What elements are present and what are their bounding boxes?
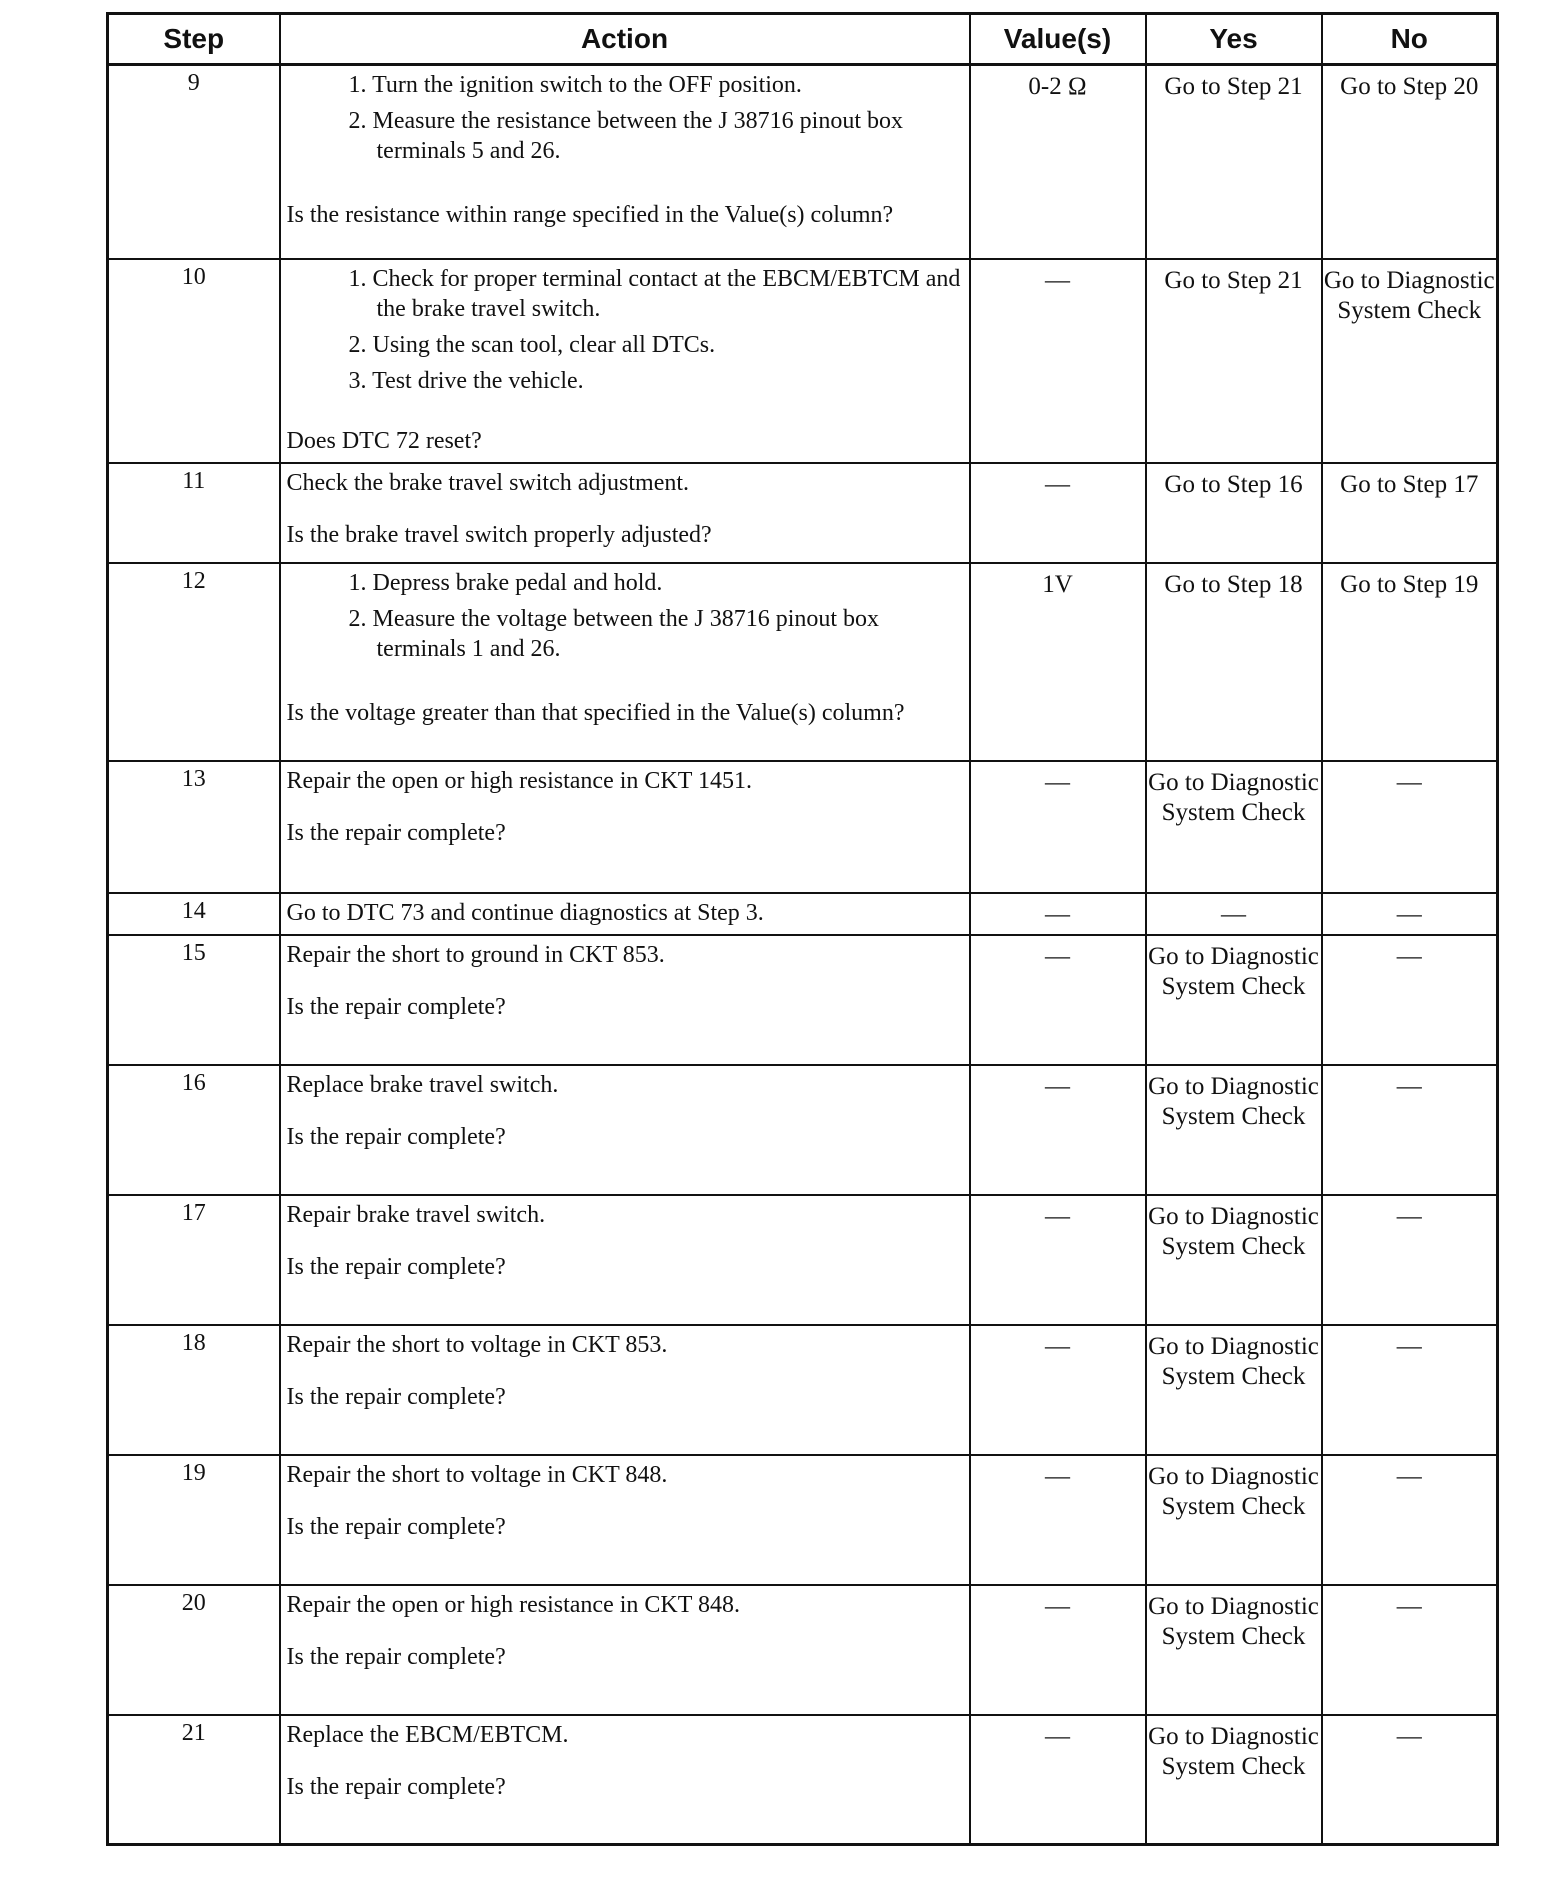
- no-cell: —: [1322, 1325, 1498, 1455]
- step-number: 18: [108, 1325, 280, 1455]
- no-cell: Go to Diagnostic System Check: [1322, 259, 1498, 463]
- action-cell: [280, 65, 970, 259]
- action-substeps: [287, 70, 961, 166]
- action-question: Is the repair complete?: [286, 1253, 506, 1280]
- action-instruction: Go to DTC 73 and continue diagnostics at Step 3.: [286, 899, 764, 926]
- value-cell: 1V: [970, 563, 1146, 761]
- yes-cell: Go to Diagnostic System Check: [1146, 935, 1322, 1065]
- step-number: 20: [108, 1585, 280, 1715]
- value-cell: —: [970, 761, 1146, 893]
- table-header-row: [108, 14, 1498, 65]
- yes-cell: Go to Step 18: [1146, 563, 1322, 761]
- yes-cell: Go to Diagnostic System Check: [1146, 1585, 1322, 1715]
- no-cell: —: [1322, 893, 1498, 935]
- yes-cell: Go to Step 21: [1146, 65, 1322, 259]
- value-cell: —: [970, 1715, 1146, 1845]
- action-cell: [280, 463, 970, 563]
- table-row: [108, 1065, 1498, 1195]
- action-instruction: Replace brake travel switch.: [286, 1071, 559, 1098]
- step-number: 9: [108, 65, 280, 259]
- action-cell: [280, 1715, 970, 1845]
- header-yes: Yes: [1146, 14, 1322, 65]
- action-instruction: Repair the short to ground in CKT 853.: [286, 941, 665, 968]
- step-number: 15: [108, 935, 280, 1065]
- no-cell: —: [1322, 935, 1498, 1065]
- action-cell: [280, 935, 970, 1065]
- yes-cell: Go to Diagnostic System Check: [1146, 761, 1322, 893]
- action-question: Is the repair complete?: [286, 819, 506, 846]
- action-instruction: Check the brake travel switch adjustment.: [286, 469, 690, 496]
- action-cell: [280, 1325, 970, 1455]
- action-instruction: Repair the short to voltage in CKT 848.: [286, 1461, 668, 1488]
- action-cell: [280, 761, 970, 893]
- action-substeps: [287, 568, 961, 664]
- action-question: Is the repair complete?: [286, 1773, 506, 1800]
- table-row: [108, 1585, 1498, 1715]
- action-question: Is the repair complete?: [286, 1123, 506, 1150]
- table-row: [108, 935, 1498, 1065]
- step-number: 21: [108, 1715, 280, 1845]
- action-question: Is the repair complete?: [286, 1513, 506, 1540]
- action-question: Is the resistance within range specified in the Value(s) column?: [286, 202, 894, 228]
- action-cell: [280, 1585, 970, 1715]
- table-row: [108, 1715, 1498, 1845]
- no-cell: —: [1322, 1455, 1498, 1585]
- header-values: Value(s): [970, 14, 1146, 65]
- table-row: [108, 259, 1498, 463]
- no-cell: —: [1322, 1715, 1498, 1845]
- value-cell: —: [970, 1195, 1146, 1325]
- yes-cell: Go to Diagnostic System Check: [1146, 1715, 1322, 1845]
- step-number: 12: [108, 563, 280, 761]
- no-cell: —: [1322, 1065, 1498, 1195]
- yes-cell: —: [1146, 893, 1322, 935]
- diagnostic-table: [106, 12, 1499, 1846]
- header-action: Action: [280, 14, 970, 65]
- value-cell: —: [970, 1585, 1146, 1715]
- value-cell: —: [970, 259, 1146, 463]
- action-cell: [280, 259, 970, 463]
- step-number: 13: [108, 761, 280, 893]
- value-cell: —: [970, 1065, 1146, 1195]
- no-cell: Go to Step 17: [1322, 463, 1498, 563]
- step-number: 17: [108, 1195, 280, 1325]
- step-number: 14: [108, 893, 280, 935]
- action-substep: Measure the voltage between the J 38716 pinout box terminals 1 and 26.: [372, 605, 880, 662]
- action-instruction: Replace the EBCM/EBTCM.: [286, 1721, 569, 1748]
- action-cell: [280, 893, 970, 935]
- action-cell: [280, 1455, 970, 1585]
- value-cell: —: [970, 1325, 1146, 1455]
- no-cell: —: [1322, 1195, 1498, 1325]
- action-substep: Measure the resistance between the J 38716 pinout box terminals 5 and 26.: [372, 108, 904, 164]
- action-question: Is the repair complete?: [286, 993, 506, 1020]
- action-substep: Turn the ignition switch to the OFF position.: [372, 72, 802, 98]
- value-cell: 0-2 Ω: [970, 65, 1146, 259]
- yes-cell: Go to Diagnostic System Check: [1146, 1065, 1322, 1195]
- no-cell: Go to Step 20: [1322, 65, 1498, 259]
- header-step: Step: [108, 14, 280, 65]
- action-cell: [280, 1065, 970, 1195]
- step-number: 11: [108, 463, 280, 563]
- action-instruction: Repair the short to voltage in CKT 853.: [286, 1331, 668, 1358]
- value-cell: —: [970, 935, 1146, 1065]
- table-row: [108, 1455, 1498, 1585]
- action-question: Is the repair complete?: [286, 1643, 506, 1670]
- no-cell: —: [1322, 761, 1498, 893]
- action-question: Is the voltage greater than that specified in the Value(s) column?: [286, 699, 905, 726]
- action-instruction: Repair the open or high resistance in CKT 1451.: [286, 767, 752, 794]
- action-substep: Depress brake pedal and hold.: [372, 569, 663, 596]
- action-substep: Test drive the vehicle.: [372, 367, 584, 394]
- action-question: Does DTC 72 reset?: [286, 427, 482, 454]
- yes-cell: Go to Diagnostic System Check: [1146, 1195, 1322, 1325]
- action-instruction: Repair brake travel switch.: [286, 1201, 546, 1228]
- no-cell: —: [1322, 1585, 1498, 1715]
- table-row: [108, 893, 1498, 935]
- table-row: [108, 563, 1498, 761]
- action-cell: [280, 563, 970, 761]
- action-substeps: [287, 264, 961, 396]
- no-cell: Go to Step 19: [1322, 563, 1498, 761]
- yes-cell: Go to Step 16: [1146, 463, 1322, 563]
- step-number: 19: [108, 1455, 280, 1585]
- yes-cell: Go to Step 21: [1146, 259, 1322, 463]
- step-number: 10: [108, 259, 280, 463]
- action-cell: [280, 1195, 970, 1325]
- yes-cell: Go to Diagnostic System Check: [1146, 1325, 1322, 1455]
- action-question: Is the repair complete?: [286, 1383, 506, 1410]
- header-no: No: [1322, 14, 1498, 65]
- value-cell: —: [970, 1455, 1146, 1585]
- yes-cell: Go to Diagnostic System Check: [1146, 1455, 1322, 1585]
- action-substep: Using the scan tool, clear all DTCs.: [372, 331, 716, 358]
- diagnostic-page: [106, 12, 1496, 1846]
- step-number: 16: [108, 1065, 280, 1195]
- table-row: [108, 1325, 1498, 1455]
- table-row: [108, 761, 1498, 893]
- action-substep: Check for proper terminal contact at the EBCM/EBTCM and the brake travel switch.: [372, 265, 961, 322]
- value-cell: —: [970, 893, 1146, 935]
- table-row: [108, 65, 1498, 259]
- table-row: [108, 1195, 1498, 1325]
- table-row: [108, 463, 1498, 563]
- action-question: Is the brake travel switch properly adjusted?: [286, 521, 712, 548]
- action-instruction: Repair the open or high resistance in CKT 848.: [286, 1591, 740, 1618]
- value-cell: —: [970, 463, 1146, 563]
